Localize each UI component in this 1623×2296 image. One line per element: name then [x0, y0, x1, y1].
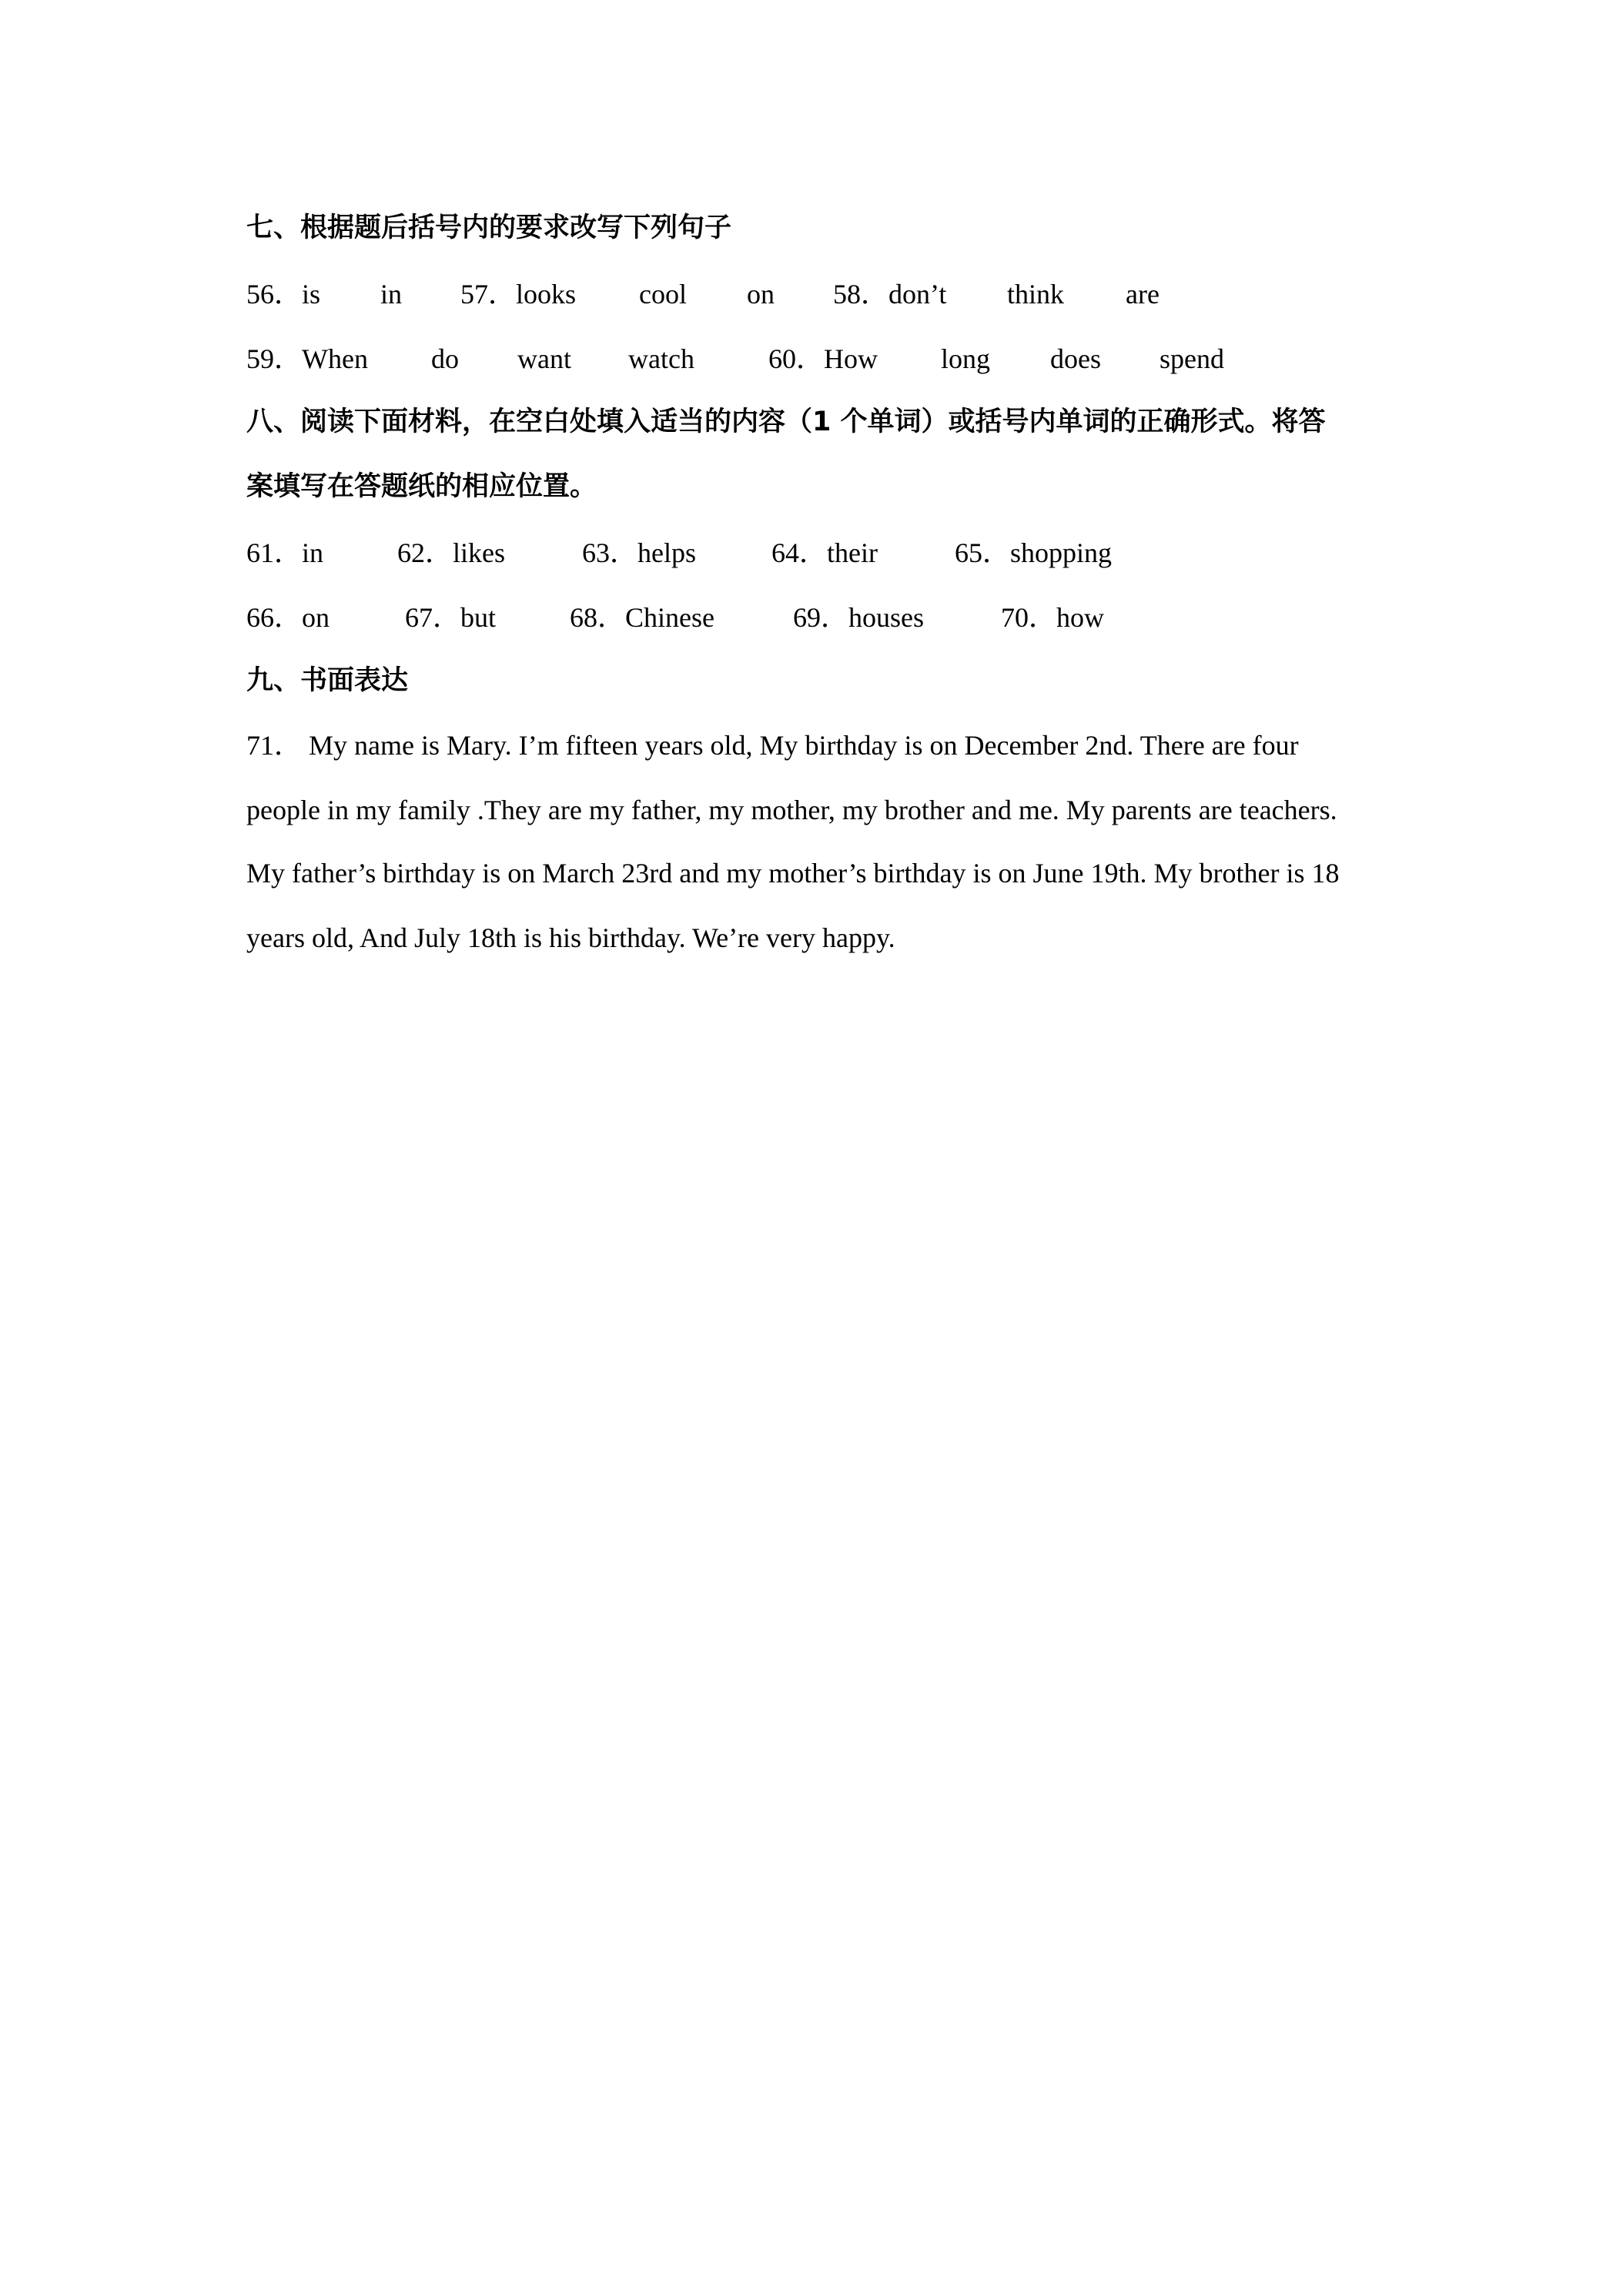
answer-item: 57．looks: [460, 279, 577, 310]
answer-item: cool: [639, 279, 687, 310]
answer-item: 65．shopping: [955, 537, 1113, 568]
answer-item: think: [1007, 279, 1065, 310]
answer-item: are: [1126, 279, 1160, 310]
answer-item: 67．but: [405, 602, 497, 633]
answer-item: on: [747, 279, 775, 310]
answer-item: 64．their: [771, 537, 878, 568]
answer-item: spend: [1160, 343, 1224, 374]
answer-item: 58．don’t: [833, 279, 947, 310]
section-7-heading: 七、根据题后括号内的要求改写下列句子: [246, 213, 732, 243]
answer-row-66-70: [246, 601, 1401, 634]
answer-item: 66．on: [246, 602, 330, 633]
section-8-heading-continued: 案填写在答题纸的相应位置。: [246, 471, 597, 502]
answer-row-59-60: [246, 342, 1401, 376]
answer-item: watch: [628, 343, 694, 374]
answer-item: 60．How: [768, 343, 878, 374]
answer-item: in: [380, 279, 403, 310]
answer-item: do: [431, 343, 459, 374]
essay-line: years old, And July 18th is his birthday. We’re very happy.: [246, 922, 895, 953]
essay-line: My father’s birthday is on March 23rd and my mother’s birthday is on June 19th. My brother is 18: [246, 858, 1340, 889]
essay-line: people in my family .They are my father, my mother, my brother and me. My parents are teachers.: [246, 795, 1337, 825]
answer-item: 63．helps: [582, 537, 696, 568]
section-9-heading: 九、书面表达: [246, 665, 409, 696]
answer-item: 56．is: [246, 279, 321, 310]
essay-line: 71． My name is Mary. I’m fifteen years old, My birthday is on December 2nd. There are four: [246, 730, 1299, 761]
answer-item: want: [517, 343, 571, 374]
answer-item: 70．how: [1001, 602, 1104, 633]
answer-item: does: [1050, 343, 1101, 374]
answer-item: long: [941, 343, 991, 374]
answer-item: 69．houses: [793, 602, 924, 633]
answer-row-61-65: [246, 536, 1401, 570]
answer-row-56-58: [246, 277, 1401, 311]
answer-item: 62．likes: [397, 537, 505, 568]
answer-item: 59．When: [246, 343, 368, 374]
answer-item: 68．Chinese: [570, 602, 714, 633]
answer-item: 61．in: [246, 537, 324, 568]
section-8-heading: 八、阅读下面材料，在空白处填入适当的内容（1 个单词）或括号内单词的正确形式。将答: [246, 407, 1326, 437]
